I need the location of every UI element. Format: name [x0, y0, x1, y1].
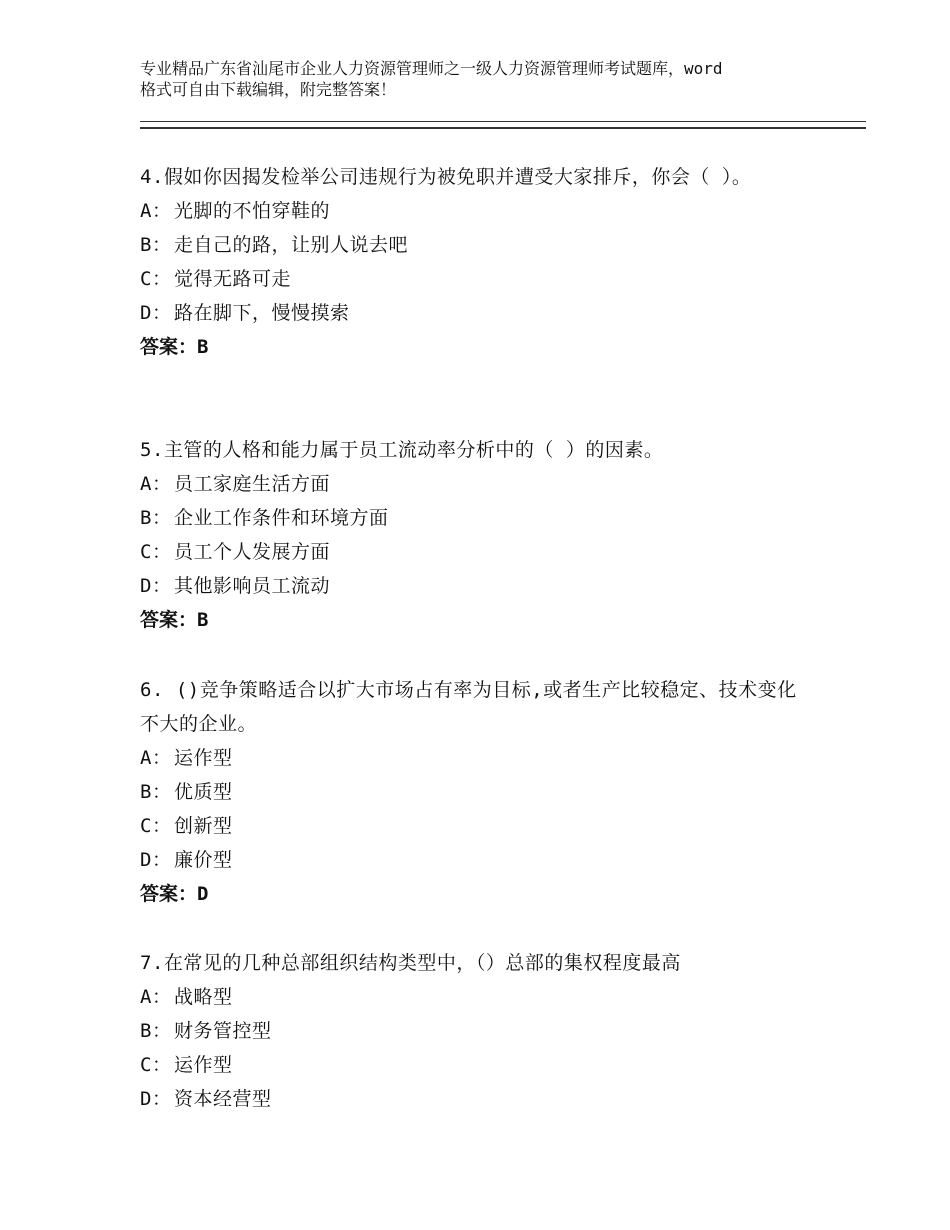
- option-text: 觉得无路可走: [174, 268, 292, 290]
- option-key: C：: [140, 1054, 172, 1076]
- option-text: 路在脚下，慢慢摸索: [174, 302, 350, 324]
- option-key: A：: [140, 473, 172, 495]
- question-4: [140, 160, 810, 364]
- question-7: [140, 946, 810, 1116]
- option-key: B：: [140, 234, 172, 256]
- answer-label: 答案：B: [140, 609, 209, 631]
- option-key: D：: [140, 849, 172, 871]
- option-text: 战略型: [174, 986, 233, 1008]
- option-text: 优质型: [174, 781, 233, 803]
- option-text: 财务管控型: [174, 1020, 272, 1042]
- option-d: [140, 569, 810, 603]
- option-key: C：: [140, 541, 172, 563]
- option-text: 其他影响员工流动: [174, 575, 331, 597]
- option-b: [140, 228, 810, 262]
- option-b: [140, 501, 810, 535]
- option-key: B：: [140, 507, 172, 529]
- question-5: [140, 433, 810, 637]
- option-key: A：: [140, 747, 172, 769]
- header-divider: [140, 121, 866, 129]
- question-stem: 6. ()竞争策略适合以扩大市场占有率为目标,或者生产比较稳定、技术变化不大的企业。: [140, 679, 797, 735]
- option-text: 运作型: [174, 747, 233, 769]
- option-d: [140, 843, 810, 877]
- option-c: [140, 809, 810, 843]
- option-key: D：: [140, 302, 172, 324]
- option-key: B：: [140, 1020, 172, 1042]
- option-c: [140, 262, 810, 296]
- question-stem: 5.主管的人格和能力属于员工流动率分析中的（ ）的因素。: [140, 439, 664, 461]
- option-text: 创新型: [174, 815, 233, 837]
- option-c: [140, 1048, 810, 1082]
- option-key: C：: [140, 815, 172, 837]
- option-text: 走自己的路，让别人说去吧: [174, 234, 409, 256]
- question-stem: 7.在常见的几种总部组织结构类型中，（）总部的集权程度最高: [140, 952, 681, 974]
- option-c: [140, 535, 810, 569]
- option-b: [140, 1014, 810, 1048]
- header-title-line-2: 格式可自由下载编辑，附完整答案！: [140, 80, 397, 99]
- option-a: [140, 467, 810, 501]
- option-text: 运作型: [174, 1054, 233, 1076]
- option-a: [140, 194, 810, 228]
- option-text: 廉价型: [174, 849, 233, 871]
- option-text: 企业工作条件和环境方面: [174, 507, 389, 529]
- option-key: D：: [140, 1088, 172, 1110]
- answer-label: 答案：D: [140, 883, 209, 905]
- option-key: A：: [140, 986, 172, 1008]
- option-key: B：: [140, 781, 172, 803]
- option-key: A：: [140, 200, 172, 222]
- option-key: D：: [140, 575, 172, 597]
- header-title-line-1: 专业精品广东省汕尾市企业人力资源管理师之一级人力资源管理师考试题库，word: [140, 59, 723, 78]
- option-key: C：: [140, 268, 172, 290]
- document-header: [140, 58, 830, 100]
- question-stem: 4.假如你因揭发检举公司违规行为被免职并遭受大家排斥，你会（ ）。: [140, 166, 752, 188]
- option-text: 光脚的不怕穿鞋的: [174, 200, 331, 222]
- answer-label: 答案：B: [140, 336, 209, 358]
- option-d: [140, 296, 810, 330]
- option-text: 资本经营型: [174, 1088, 272, 1110]
- question-6: [140, 673, 810, 911]
- option-b: [140, 775, 810, 809]
- option-d: [140, 1082, 810, 1116]
- option-a: [140, 741, 810, 775]
- option-a: [140, 980, 810, 1014]
- option-text: 员工个人发展方面: [174, 541, 331, 563]
- option-text: 员工家庭生活方面: [174, 473, 331, 495]
